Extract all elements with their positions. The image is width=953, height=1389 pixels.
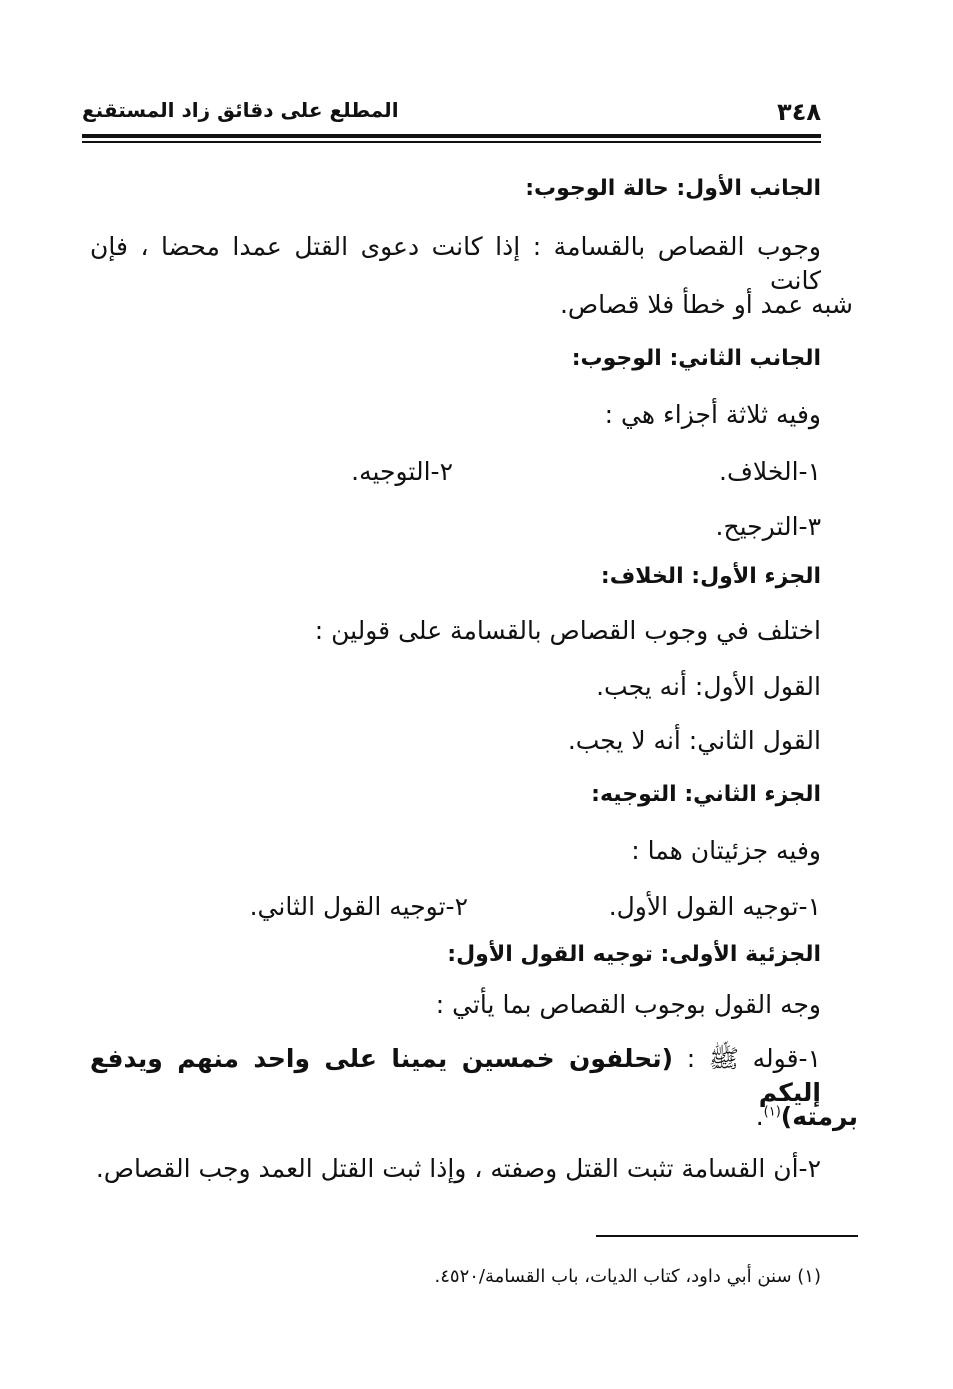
paragraph-line-hadith (90, 1042, 821, 1110)
section-heading-subpart-one: الجزئية الأولى: توجيه القول الأول: (447, 942, 821, 967)
section-heading-part-one: الجزء الأول: الخلاف: (600, 564, 821, 589)
section-heading-second-aspect: الجانب الثاني: الوجوب: (571, 346, 821, 371)
paragraph-line: شبه عمد أو خطأ فلا قصاص. (559, 290, 853, 319)
sentence-end: . (755, 1102, 764, 1131)
paragraph-line: وفيه جزئيتان هما : (631, 836, 821, 865)
paragraph-line: القول الثاني: أنه لا يجب. (567, 726, 821, 755)
paragraph-line: وجه القول بوجوب القصاص بما يأتي : (435, 990, 821, 1019)
header-rule-thin (82, 141, 821, 143)
footnote-ref: (١) (763, 1104, 781, 1120)
header-rule-thick (82, 134, 821, 138)
list-item: ٢-توجيه القول الثاني. (249, 892, 468, 921)
footnote: (١) سنن أبي داود، كتاب الديات، باب القسامة/٤٥٢٠. (434, 1266, 821, 1287)
section-heading-part-two: الجزء الثاني: التوجيه: (591, 782, 821, 807)
footnote-separator (596, 1235, 858, 1237)
running-title: المطلع على دقائق زاد المستقنع (82, 98, 399, 122)
paragraph-line (756, 1100, 858, 1134)
paragraph-line: وفيه ثلاثة أجزاء هي : (604, 400, 821, 429)
list-item: ٢-التوجيه. (351, 457, 453, 486)
page-number: ٣٤٨ (777, 98, 821, 126)
paragraph-line: ٢-أن القسامة تثبت القتل وصفته ، وإذا ثبت القتل العمد وجب القصاص. (95, 1154, 821, 1183)
list-item: ١-الخلاف. (719, 457, 821, 486)
hadith-text-end: برمته) (780, 1102, 858, 1131)
section-heading-first-aspect: الجانب الأول: حالة الوجوب: (525, 176, 821, 201)
paragraph-line: وجوب القصاص بالقسامة : إذا كانت دعوى القتل عمدا محضا ، فإن كانت (90, 232, 821, 295)
paragraph-line: القول الأول: أنه يجب. (596, 672, 821, 701)
list-item: ١-توجيه القول الأول. (608, 892, 821, 921)
list-item: ٣-الترجيح. (715, 512, 821, 541)
hadith-intro: ١-قوله ﷺ : (686, 1044, 821, 1073)
page-header (82, 98, 821, 132)
paragraph-line: اختلف في وجوب القصاص بالقسامة على قولين : (314, 616, 821, 645)
hadith-text: (تحلفون خمسين يمينا على واحد منهم ويدفع إليكم (90, 1044, 821, 1107)
